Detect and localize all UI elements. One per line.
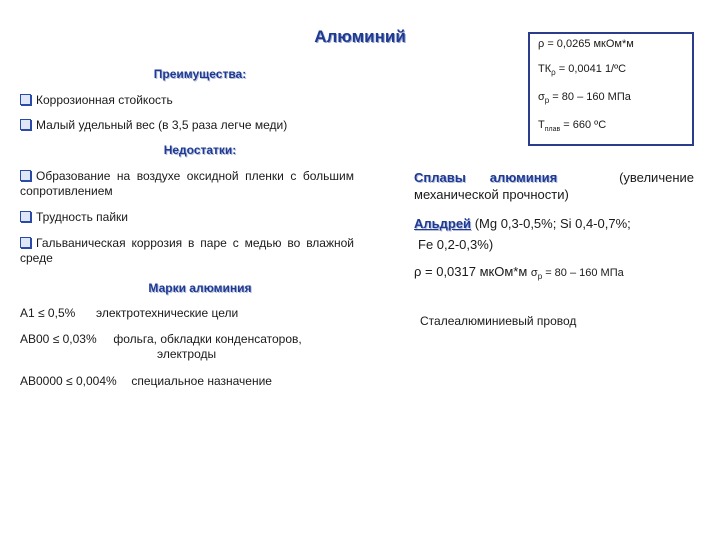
checkbox-bullet-icon	[20, 94, 31, 105]
advantages-heading: Преимущества:	[153, 67, 247, 81]
alloys-paragraph	[414, 169, 694, 203]
disadvantage-item: Образование на воздухе оксидной пленки с большим сопротивлением	[20, 169, 354, 198]
grade-row	[20, 332, 302, 347]
grade-use: электротехнические цели	[95, 306, 239, 320]
alloys-heading-tail: (увеличение механической прочности)	[414, 170, 694, 202]
advantage-item: Коррозионная стойкость	[20, 93, 360, 108]
tk-value: $ТК_\rho = 0,0041$ 1/ºС	[538, 63, 627, 78]
steel-aluminium-wire: Сталеалюминиевый провод	[420, 314, 577, 328]
grade-name: АВ00 ≤ 0,03%	[20, 332, 97, 346]
checkbox-bullet-icon	[20, 211, 31, 222]
aldrey-composition: (Mg 0,3-0,5%; Si 0,4-0,7%;	[474, 216, 631, 231]
alloys-heading: Сплавы алюминия	[414, 170, 558, 185]
checkbox-bullet-icon	[20, 237, 31, 248]
resistivity-value: ρ = 0,0265 мкОм*м	[538, 38, 634, 50]
grade-use-continued: электроды	[157, 347, 217, 361]
grade-row	[20, 374, 272, 389]
disadvantage-item: Гальваническая коррозия в паре с медью во влажной среде	[20, 236, 354, 265]
grade-name: А1 ≤ 0,5%	[20, 306, 76, 320]
aldrey-name: Альдрей	[414, 216, 472, 231]
melting-point-value: $Т_{плав} = 660$ ºС	[538, 119, 607, 134]
grade-row	[20, 306, 238, 321]
disadvantages-heading: Недостатки:	[163, 143, 237, 157]
advantage-item: Малый удельный вес (в 3,5 раза легче меди)	[20, 118, 360, 133]
aldrey-paragraph	[414, 215, 704, 232]
disadvantage-item: Трудность пайки	[20, 210, 354, 225]
properties-box	[528, 32, 694, 146]
checkbox-bullet-icon	[20, 119, 31, 130]
aldrey-resistivity: ρ = 0,0317 мкОм*м	[414, 264, 528, 279]
aldrey-properties	[414, 263, 704, 285]
grades-heading: Марки алюминия	[148, 281, 252, 295]
page-title: Алюминий	[314, 27, 406, 46]
grade-name: АВ0000 ≤ 0,004%	[20, 374, 117, 388]
aldrey-strength: $\sigma_р = 80 - 160$ МПа	[530, 267, 624, 282]
grade-use: специальное назначение	[131, 374, 272, 388]
aldrey-composition-continued: Fe 0,2-0,3%)	[418, 237, 494, 252]
tensile-strength-value: $\sigma_р = 80 - 160$ МПа	[538, 91, 631, 106]
checkbox-bullet-icon	[20, 170, 31, 181]
grade-use: фольга, обкладки конденсаторов,	[113, 332, 302, 346]
